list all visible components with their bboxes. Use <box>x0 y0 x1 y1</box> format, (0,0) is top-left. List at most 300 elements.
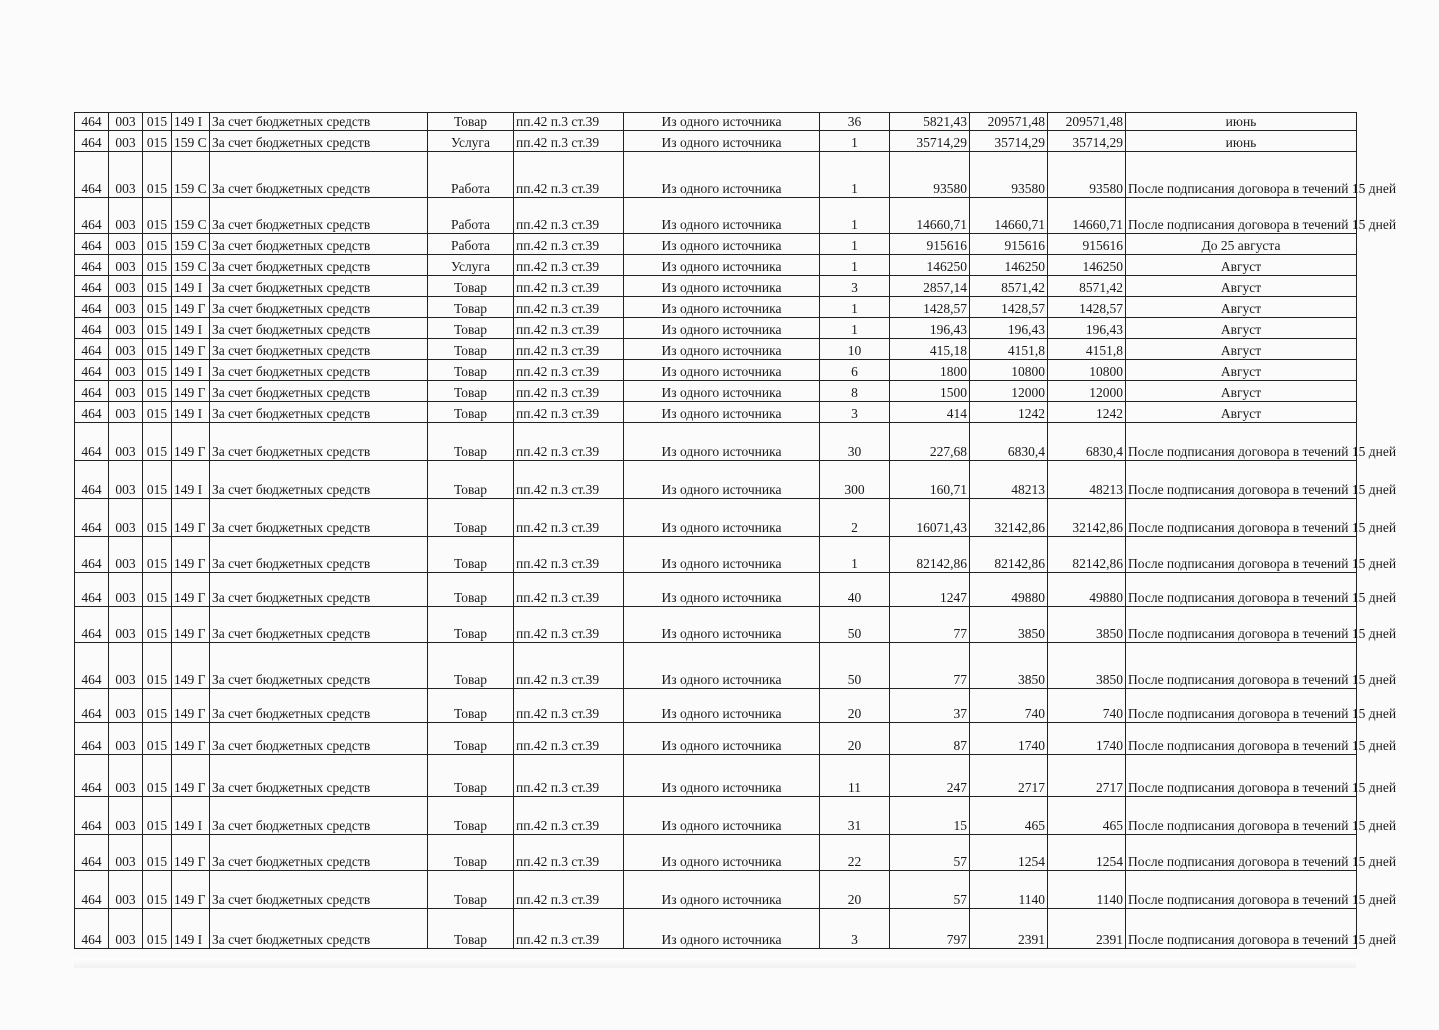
table-row <box>75 643 1357 689</box>
col-code-c: 015 <box>143 643 172 689</box>
col-price: 14660,71 <box>890 198 970 234</box>
col-law: пп.42 п.3 ст.39 <box>514 871 624 909</box>
col-method: Из одного источника <box>624 198 820 234</box>
col-code-d: 149 I <box>172 461 210 499</box>
col-source: За счет бюджетных средств <box>210 402 428 423</box>
col-code-c: 015 <box>143 276 172 297</box>
col-law: пп.42 п.3 ст.39 <box>514 113 624 131</box>
col-price: 414 <box>890 402 970 423</box>
table-row <box>75 835 1357 871</box>
col-price: 1428,57 <box>890 297 970 318</box>
col-code-b: 003 <box>109 402 143 423</box>
col-sum1: 10800 <box>970 360 1048 381</box>
col-sum2: 3850 <box>1048 607 1126 643</box>
col-code-b: 003 <box>109 689 143 723</box>
col-source: За счет бюджетных средств <box>210 689 428 723</box>
col-type: Услуга <box>428 255 514 276</box>
col-code-d: 149 I <box>172 797 210 835</box>
col-law: пп.42 п.3 ст.39 <box>514 381 624 402</box>
col-sum1: 6830,4 <box>970 423 1048 461</box>
col-term: Август <box>1126 339 1357 360</box>
col-sum2: 8571,42 <box>1048 276 1126 297</box>
col-law: пп.42 п.3 ст.39 <box>514 131 624 152</box>
col-price: 797 <box>890 909 970 949</box>
col-code-c: 015 <box>143 689 172 723</box>
col-sum2: 48213 <box>1048 461 1126 499</box>
col-law: пп.42 п.3 ст.39 <box>514 360 624 381</box>
col-code-c: 015 <box>143 402 172 423</box>
col-code-c: 015 <box>143 723 172 755</box>
table-row <box>75 607 1357 643</box>
col-code-d: 149 Г <box>172 537 210 573</box>
col-sum2: 35714,29 <box>1048 131 1126 152</box>
col-sum1: 209571,48 <box>970 113 1048 131</box>
col-type: Товар <box>428 423 514 461</box>
col-code-d: 149 Г <box>172 607 210 643</box>
col-term: После подписания договора в течений 15 дней <box>1126 797 1357 835</box>
col-code-a: 464 <box>75 339 109 360</box>
col-method: Из одного источника <box>624 131 820 152</box>
col-sum1: 49880 <box>970 573 1048 607</box>
col-source: За счет бюджетных средств <box>210 113 428 131</box>
col-type: Товар <box>428 607 514 643</box>
col-qty: 6 <box>820 360 890 381</box>
col-source: За счет бюджетных средств <box>210 835 428 871</box>
col-type: Товар <box>428 755 514 797</box>
col-code-b: 003 <box>109 318 143 339</box>
col-price: 87 <box>890 723 970 755</box>
col-code-a: 464 <box>75 113 109 131</box>
col-price: 5821,43 <box>890 113 970 131</box>
col-sum1: 3850 <box>970 643 1048 689</box>
col-code-c: 015 <box>143 835 172 871</box>
col-sum1: 8571,42 <box>970 276 1048 297</box>
table-row <box>75 234 1357 255</box>
col-qty: 20 <box>820 871 890 909</box>
col-method: Из одного источника <box>624 318 820 339</box>
col-type: Товар <box>428 643 514 689</box>
col-sum2: 740 <box>1048 689 1126 723</box>
table-row <box>75 573 1357 607</box>
col-code-c: 015 <box>143 339 172 360</box>
col-price: 915616 <box>890 234 970 255</box>
col-term: После подписания договора в течений 15 дней <box>1126 835 1357 871</box>
col-method: Из одного источника <box>624 835 820 871</box>
col-code-d: 149 Г <box>172 499 210 537</box>
col-code-a: 464 <box>75 689 109 723</box>
col-law: пп.42 п.3 ст.39 <box>514 255 624 276</box>
col-sum1: 12000 <box>970 381 1048 402</box>
col-price: 146250 <box>890 255 970 276</box>
col-method: Из одного источника <box>624 461 820 499</box>
table-row <box>75 152 1357 198</box>
col-code-a: 464 <box>75 643 109 689</box>
table-row <box>75 909 1357 949</box>
col-sum1: 2717 <box>970 755 1048 797</box>
col-code-c: 015 <box>143 909 172 949</box>
table-row <box>75 276 1357 297</box>
col-sum1: 35714,29 <box>970 131 1048 152</box>
table-row <box>75 198 1357 234</box>
col-type: Товар <box>428 461 514 499</box>
col-sum1: 1242 <box>970 402 1048 423</box>
col-source: За счет бюджетных средств <box>210 360 428 381</box>
col-type: Товар <box>428 297 514 318</box>
col-qty: 50 <box>820 607 890 643</box>
col-code-d: 149 Г <box>172 835 210 871</box>
table-row <box>75 871 1357 909</box>
col-sum1: 2391 <box>970 909 1048 949</box>
col-source: За счет бюджетных средств <box>210 461 428 499</box>
col-price: 57 <box>890 835 970 871</box>
col-code-b: 003 <box>109 131 143 152</box>
col-source: За счет бюджетных средств <box>210 131 428 152</box>
col-term: Август <box>1126 297 1357 318</box>
col-qty: 1 <box>820 131 890 152</box>
table-row <box>75 797 1357 835</box>
col-sum1: 82142,86 <box>970 537 1048 573</box>
col-code-b: 003 <box>109 461 143 499</box>
col-term: После подписания договора в течений 15 дней <box>1126 607 1357 643</box>
col-source: За счет бюджетных средств <box>210 607 428 643</box>
col-law: пп.42 п.3 ст.39 <box>514 723 624 755</box>
col-method: Из одного источника <box>624 234 820 255</box>
col-type: Товар <box>428 573 514 607</box>
col-sum1: 915616 <box>970 234 1048 255</box>
col-sum2: 10800 <box>1048 360 1126 381</box>
col-source: За счет бюджетных средств <box>210 198 428 234</box>
col-code-c: 015 <box>143 234 172 255</box>
col-code-d: 149 I <box>172 360 210 381</box>
col-sum2: 1140 <box>1048 871 1126 909</box>
col-code-d: 159 С <box>172 255 210 276</box>
col-sum2: 196,43 <box>1048 318 1126 339</box>
col-sum2: 2717 <box>1048 755 1126 797</box>
col-term: июнь <box>1126 131 1357 152</box>
col-type: Товар <box>428 723 514 755</box>
col-type: Товар <box>428 835 514 871</box>
col-code-d: 149 Г <box>172 643 210 689</box>
col-code-b: 003 <box>109 797 143 835</box>
col-code-c: 015 <box>143 461 172 499</box>
col-source: За счет бюджетных средств <box>210 276 428 297</box>
col-code-d: 149 Г <box>172 871 210 909</box>
col-law: пп.42 п.3 ст.39 <box>514 234 624 255</box>
col-term: Август <box>1126 360 1357 381</box>
col-type: Работа <box>428 198 514 234</box>
col-code-a: 464 <box>75 573 109 607</box>
col-method: Из одного источника <box>624 255 820 276</box>
col-method: Из одного источника <box>624 573 820 607</box>
col-sum1: 4151,8 <box>970 339 1048 360</box>
col-code-a: 464 <box>75 152 109 198</box>
col-method: Из одного источника <box>624 607 820 643</box>
col-qty: 36 <box>820 113 890 131</box>
col-qty: 11 <box>820 755 890 797</box>
col-price: 1500 <box>890 381 970 402</box>
col-price: 1247 <box>890 573 970 607</box>
col-term: Август <box>1126 318 1357 339</box>
col-code-c: 015 <box>143 423 172 461</box>
col-type: Товар <box>428 499 514 537</box>
col-type: Товар <box>428 318 514 339</box>
col-law: пп.42 п.3 ст.39 <box>514 909 624 949</box>
table-row <box>75 131 1357 152</box>
col-source: За счет бюджетных средств <box>210 871 428 909</box>
col-law: пп.42 п.3 ст.39 <box>514 835 624 871</box>
col-term: Август <box>1126 402 1357 423</box>
col-sum2: 32142,86 <box>1048 499 1126 537</box>
col-code-a: 464 <box>75 461 109 499</box>
col-code-d: 149 Г <box>172 573 210 607</box>
col-type: Работа <box>428 234 514 255</box>
col-qty: 20 <box>820 723 890 755</box>
col-qty: 40 <box>820 573 890 607</box>
col-code-b: 003 <box>109 835 143 871</box>
col-code-b: 003 <box>109 643 143 689</box>
table-row <box>75 297 1357 318</box>
col-method: Из одного источника <box>624 871 820 909</box>
col-code-a: 464 <box>75 607 109 643</box>
col-sum1: 1254 <box>970 835 1048 871</box>
table-row <box>75 255 1357 276</box>
col-sum2: 4151,8 <box>1048 339 1126 360</box>
col-code-c: 015 <box>143 113 172 131</box>
col-sum2: 12000 <box>1048 381 1126 402</box>
col-code-c: 015 <box>143 152 172 198</box>
col-method: Из одного источника <box>624 381 820 402</box>
col-code-d: 149 I <box>172 113 210 131</box>
col-sum1: 1140 <box>970 871 1048 909</box>
col-qty: 1 <box>820 152 890 198</box>
col-sum2: 2391 <box>1048 909 1126 949</box>
col-term: После подписания договора в течений 15 дней <box>1126 723 1357 755</box>
col-code-a: 464 <box>75 360 109 381</box>
col-price: 15 <box>890 797 970 835</box>
col-code-d: 159 С <box>172 152 210 198</box>
col-method: Из одного источника <box>624 537 820 573</box>
col-code-d: 149 I <box>172 909 210 949</box>
col-code-d: 149 I <box>172 402 210 423</box>
col-qty: 1 <box>820 255 890 276</box>
col-code-a: 464 <box>75 402 109 423</box>
col-source: За счет бюджетных средств <box>210 381 428 402</box>
col-code-c: 015 <box>143 573 172 607</box>
col-type: Товар <box>428 339 514 360</box>
table-body <box>75 113 1397 949</box>
col-code-b: 003 <box>109 198 143 234</box>
table-row <box>75 318 1357 339</box>
table-row <box>75 113 1357 131</box>
col-sum2: 1428,57 <box>1048 297 1126 318</box>
col-method: Из одного источника <box>624 402 820 423</box>
col-method: Из одного источника <box>624 689 820 723</box>
col-code-d: 149 I <box>172 276 210 297</box>
col-law: пп.42 п.3 ст.39 <box>514 297 624 318</box>
table-row <box>75 723 1357 755</box>
col-sum2: 1254 <box>1048 835 1126 871</box>
col-code-c: 015 <box>143 381 172 402</box>
col-sum1: 196,43 <box>970 318 1048 339</box>
col-code-a: 464 <box>75 909 109 949</box>
col-method: Из одного источника <box>624 276 820 297</box>
col-code-c: 015 <box>143 198 172 234</box>
col-code-a: 464 <box>75 871 109 909</box>
col-qty: 10 <box>820 339 890 360</box>
procurement-table <box>74 112 1397 949</box>
col-qty: 3 <box>820 402 890 423</box>
col-type: Товар <box>428 537 514 573</box>
col-source: За счет бюджетных средств <box>210 339 428 360</box>
col-qty: 8 <box>820 381 890 402</box>
col-type: Товар <box>428 797 514 835</box>
col-code-c: 015 <box>143 255 172 276</box>
col-code-d: 149 Г <box>172 423 210 461</box>
col-code-d: 149 Г <box>172 381 210 402</box>
col-term: После подписания договора в течений 15 дней <box>1126 909 1357 949</box>
col-price: 196,43 <box>890 318 970 339</box>
col-price: 93580 <box>890 152 970 198</box>
col-type: Работа <box>428 152 514 198</box>
col-code-b: 003 <box>109 297 143 318</box>
col-law: пп.42 п.3 ст.39 <box>514 643 624 689</box>
col-code-c: 015 <box>143 607 172 643</box>
col-code-a: 464 <box>75 723 109 755</box>
col-term: Август <box>1126 381 1357 402</box>
col-method: Из одного источника <box>624 797 820 835</box>
col-price: 415,18 <box>890 339 970 360</box>
col-sum2: 146250 <box>1048 255 1126 276</box>
col-code-a: 464 <box>75 381 109 402</box>
col-code-b: 003 <box>109 113 143 131</box>
col-term: После подписания договора в течений 15 дней <box>1126 499 1357 537</box>
col-code-c: 015 <box>143 297 172 318</box>
col-price: 16071,43 <box>890 499 970 537</box>
col-qty: 300 <box>820 461 890 499</box>
col-code-b: 003 <box>109 255 143 276</box>
col-source: За счет бюджетных средств <box>210 152 428 198</box>
col-price: 57 <box>890 871 970 909</box>
col-qty: 1 <box>820 297 890 318</box>
col-sum2: 209571,48 <box>1048 113 1126 131</box>
col-source: За счет бюджетных средств <box>210 255 428 276</box>
col-sum1: 146250 <box>970 255 1048 276</box>
col-code-a: 464 <box>75 797 109 835</box>
col-method: Из одного источника <box>624 909 820 949</box>
col-code-d: 149 I <box>172 318 210 339</box>
col-qty: 22 <box>820 835 890 871</box>
col-code-d: 159 С <box>172 131 210 152</box>
col-code-a: 464 <box>75 255 109 276</box>
col-sum1: 32142,86 <box>970 499 1048 537</box>
col-code-c: 015 <box>143 360 172 381</box>
col-sum2: 49880 <box>1048 573 1126 607</box>
col-law: пп.42 п.3 ст.39 <box>514 573 624 607</box>
col-law: пп.42 п.3 ст.39 <box>514 198 624 234</box>
col-code-b: 003 <box>109 871 143 909</box>
col-code-d: 159 С <box>172 234 210 255</box>
col-code-b: 003 <box>109 360 143 381</box>
col-type: Товар <box>428 276 514 297</box>
col-code-b: 003 <box>109 723 143 755</box>
col-price: 160,71 <box>890 461 970 499</box>
col-method: Из одного источника <box>624 360 820 381</box>
col-code-a: 464 <box>75 276 109 297</box>
col-term: Август <box>1126 255 1357 276</box>
col-method: Из одного источника <box>624 297 820 318</box>
col-term: После подписания договора в течений 15 дней <box>1126 461 1357 499</box>
col-code-b: 003 <box>109 573 143 607</box>
col-source: За счет бюджетных средств <box>210 909 428 949</box>
table-row <box>75 537 1357 573</box>
col-code-a: 464 <box>75 499 109 537</box>
col-code-b: 003 <box>109 381 143 402</box>
col-price: 1800 <box>890 360 970 381</box>
col-sum2: 14660,71 <box>1048 198 1126 234</box>
col-source: За счет бюджетных средств <box>210 723 428 755</box>
col-term: Август <box>1126 276 1357 297</box>
col-sum1: 93580 <box>970 152 1048 198</box>
col-term: После подписания договора в течений 15 дней <box>1126 537 1357 573</box>
col-qty: 1 <box>820 537 890 573</box>
col-qty: 31 <box>820 797 890 835</box>
col-type: Товар <box>428 360 514 381</box>
col-method: Из одного источника <box>624 152 820 198</box>
col-code-b: 003 <box>109 152 143 198</box>
table-row <box>75 339 1357 360</box>
col-price: 77 <box>890 643 970 689</box>
col-code-b: 003 <box>109 423 143 461</box>
col-type: Товар <box>428 381 514 402</box>
col-code-d: 149 Г <box>172 755 210 797</box>
col-sum2: 82142,86 <box>1048 537 1126 573</box>
col-code-a: 464 <box>75 423 109 461</box>
col-source: За счет бюджетных средств <box>210 499 428 537</box>
col-code-a: 464 <box>75 755 109 797</box>
col-term: После подписания договора в течений 15 дней <box>1126 573 1357 607</box>
col-price: 227,68 <box>890 423 970 461</box>
col-qty: 20 <box>820 689 890 723</box>
col-price: 247 <box>890 755 970 797</box>
col-type: Товар <box>428 113 514 131</box>
col-method: Из одного источника <box>624 643 820 689</box>
col-type: Товар <box>428 871 514 909</box>
col-source: За счет бюджетных средств <box>210 797 428 835</box>
col-method: Из одного источника <box>624 499 820 537</box>
col-code-a: 464 <box>75 297 109 318</box>
col-type: Товар <box>428 402 514 423</box>
col-term: До 25 августа <box>1126 234 1357 255</box>
col-code-a: 464 <box>75 835 109 871</box>
table-row <box>75 402 1357 423</box>
col-code-b: 003 <box>109 234 143 255</box>
col-code-a: 464 <box>75 198 109 234</box>
col-term: После подписания договора в течений 15 дней <box>1126 423 1357 461</box>
col-law: пп.42 п.3 ст.39 <box>514 423 624 461</box>
col-method: Из одного источника <box>624 755 820 797</box>
col-law: пп.42 п.3 ст.39 <box>514 339 624 360</box>
table-row <box>75 423 1357 461</box>
col-qty: 3 <box>820 276 890 297</box>
col-code-a: 464 <box>75 537 109 573</box>
col-code-d: 149 Г <box>172 723 210 755</box>
col-term: После подписания договора в течений 15 дней <box>1126 871 1357 909</box>
col-sum2: 93580 <box>1048 152 1126 198</box>
col-code-d: 149 Г <box>172 689 210 723</box>
col-code-b: 003 <box>109 755 143 797</box>
col-code-d: 149 Г <box>172 339 210 360</box>
table-row <box>75 499 1357 537</box>
